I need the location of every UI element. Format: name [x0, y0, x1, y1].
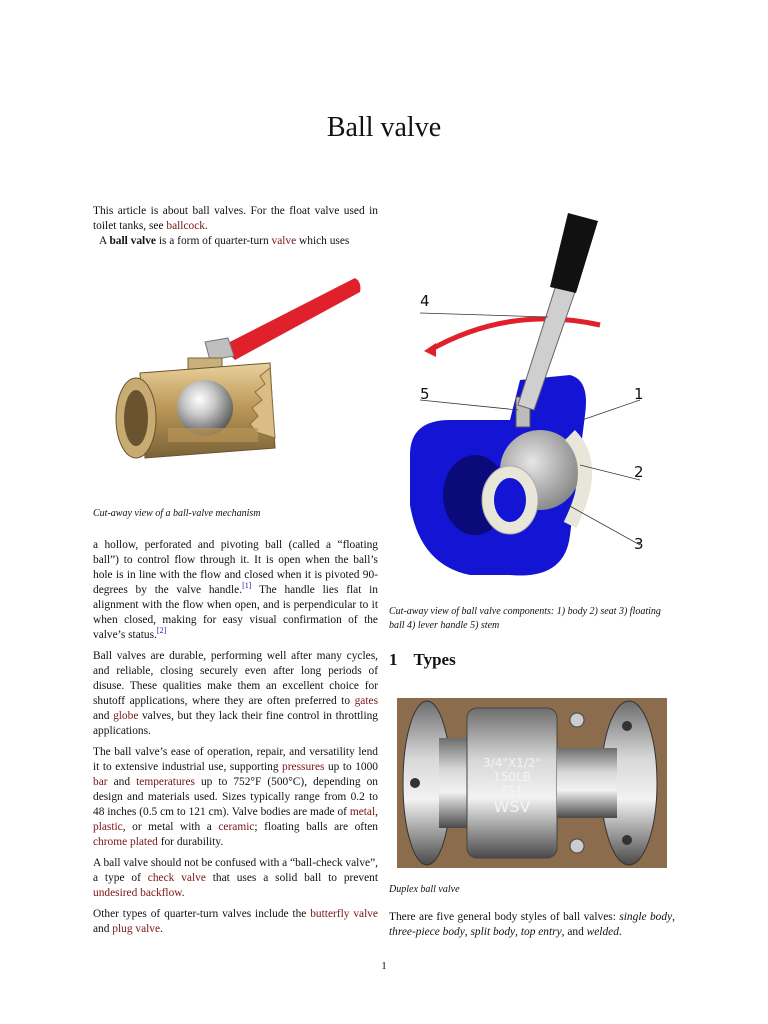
bold-term: ball valve	[109, 235, 156, 247]
page-number: 1	[381, 960, 387, 972]
article-body-left	[93, 538, 378, 937]
callout-label-1: 1	[634, 385, 644, 403]
page-title: Ball valve	[326, 112, 442, 143]
hatnote: This article is about ball valves. For the float valve used in toilet tanks, see ballcock. A ball valve is a form of quarter-turn valve which uses	[93, 205, 378, 247]
link-valve[interactable]: valve	[271, 235, 297, 247]
figure-duplex-valve-photo	[397, 698, 667, 868]
link-plastic[interactable]: plastic	[93, 821, 123, 833]
callout-label-5: 5	[420, 385, 430, 403]
link-pressures[interactable]: pressures	[282, 761, 325, 773]
paragraph: There are five general body styles of ball valves: single body, three-piece body, split body, top entry, and welded.	[389, 911, 675, 938]
paragraph: A ball valve should not be confused with a “ball-check valve”, a type of check valve that uses a solid ball to prevent undesired backflow.	[93, 857, 379, 899]
paragraph: Other types of quarter-turn valves include the butterfly valve and plug valve.	[93, 908, 378, 935]
link-plug-valve[interactable]: plug valve	[112, 923, 161, 935]
link-metal[interactable]: metal	[349, 806, 376, 818]
link-globe[interactable]: globe	[113, 710, 139, 722]
callout-label-3: 3	[634, 535, 644, 553]
link-undesired-backflow[interactable]: undesired backflow	[93, 887, 182, 899]
link-bar[interactable]: bar	[93, 776, 108, 788]
link-butterfly-valve[interactable]: butterfly valve	[310, 908, 378, 920]
link-temperatures[interactable]: temperatures	[136, 776, 195, 788]
link-ballcock[interactable]: ballcock	[166, 220, 205, 232]
figure-caption-2: Cut-away view of ball valve components: 1) body 2) seat 3) floating ball 4) lever handle 5) stem	[389, 606, 661, 631]
link-check-valve[interactable]: check valve	[147, 872, 206, 884]
callout-label-2: 2	[634, 463, 644, 481]
ref-2[interactable]: [2]	[156, 626, 167, 636]
callout-label-4: 4	[420, 292, 430, 310]
valve-stamp: 3/4"X1/2" 150LB F51 WSV	[483, 756, 541, 816]
figure-ball-valve-photo	[110, 268, 365, 468]
figure-caption-3: Duplex ball valve	[389, 884, 460, 895]
link-ceramic[interactable]: ceramic	[218, 821, 255, 833]
article-body-right	[389, 910, 675, 940]
link-gates[interactable]: gates	[354, 695, 378, 707]
link-chrome-plated[interactable]: chrome plated	[93, 836, 158, 848]
ref-1[interactable]: [1]	[242, 581, 252, 591]
paragraph: Ball valves are durable, performing well after many cycles, and reliable, closing securely even after long periods of disuse. These qualities make them an excellent choice for shutoff applications, where they are often preferred to gates and globe valves, but they lack their fine control in throttling applications.	[93, 650, 378, 737]
paragraph: a hollow, perforated and pivoting ball (called a “floating ball”) to control flow through it. It is open when the ball’s hole is in line with the flow and closed when it is pivoted 90-degrees by the valve handle.[1] The handle lies flat in alignment with the flow when open, and is perpendicular to it when closed, making for easy visual confirmation of the valve’s status.[2]	[93, 539, 379, 641]
section-heading-types: 1 Types	[389, 650, 456, 669]
figure-caption-1: Cut-away view of a ball-valve mechanism	[93, 508, 261, 519]
figure-components-diagram	[400, 205, 665, 590]
paragraph: The ball valve’s ease of operation, repair, and versatility lend it to extensive industrial use, supporting pressures up to 1000 bar and temperatures up to 752°F (500°C), depending on design and materials used. Sizes typically range from 0.2 to 48 inches (0.5 cm to 121 cm). Valve bodies are made of metal, plastic, or metal with a ceramic; floating balls are often chrome plated for durability.	[93, 746, 378, 848]
